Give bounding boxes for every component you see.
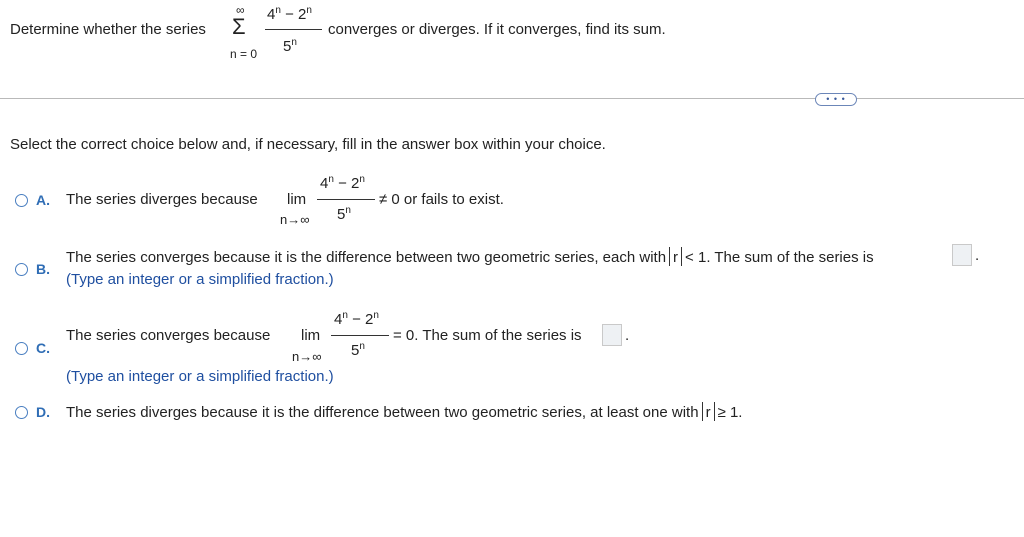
choice-d-r: r bbox=[705, 404, 711, 421]
abs-bar-right bbox=[714, 402, 715, 421]
choice-c-hint: (Type an integer or a simplified fraction.) bbox=[66, 368, 334, 385]
sigma-symbol: Σ bbox=[232, 14, 246, 39]
series-denominator: 5$^n$ bbox=[283, 37, 297, 55]
choice-d-letter: D. bbox=[36, 404, 50, 420]
choice-c-numerator: 4$^n$ − 2$^n$ bbox=[334, 310, 379, 328]
choice-d-text-2: ≥ 1. bbox=[717, 404, 743, 421]
choice-c-denominator: 5$^n$ bbox=[351, 341, 365, 359]
series-fraction-bar bbox=[265, 29, 322, 30]
choice-b-text-2: < 1. The sum of the series is bbox=[685, 249, 874, 266]
choice-a-letter: A. bbox=[36, 192, 50, 208]
choice-a-lim: lim bbox=[287, 191, 307, 208]
choice-b-text-1: The series converges because it is the difference between two geometric series, each with bbox=[66, 249, 667, 266]
question-suffix: converges or diverges. If it converges, find its sum. bbox=[328, 21, 666, 38]
choice-a-numerator: 4$^n$ − 2$^n$ bbox=[320, 174, 365, 192]
series-numerator: 4$^n$ − 2$^n$ bbox=[267, 5, 312, 23]
choice-a-after-text: ≠ 0 or fails to exist. bbox=[379, 191, 504, 208]
choice-c-lim: lim bbox=[301, 327, 321, 344]
section-divider bbox=[0, 98, 1024, 99]
choice-c-radio[interactable] bbox=[15, 342, 28, 355]
choice-b-radio[interactable] bbox=[15, 263, 28, 276]
instruction-text: Select the correct choice below and, if necessary, fill in the answer box within your choice. bbox=[10, 136, 606, 153]
choice-b-r: r bbox=[673, 249, 679, 266]
choice-c-lim-subscript: n→∞ bbox=[292, 349, 322, 364]
abs-bar-right bbox=[681, 247, 682, 266]
sigma-upper-limit: ∞ bbox=[236, 3, 245, 17]
choice-b-letter: B. bbox=[36, 261, 50, 277]
choice-d-radio[interactable] bbox=[15, 406, 28, 419]
choice-b-answer-box[interactable] bbox=[952, 244, 972, 266]
abs-bar-left bbox=[702, 402, 703, 421]
choice-b-period: . bbox=[975, 247, 980, 264]
choice-c-answer-box[interactable] bbox=[602, 324, 622, 346]
choice-c-fraction-bar bbox=[331, 335, 389, 336]
choice-c-letter: C. bbox=[36, 340, 50, 356]
choice-a-lim-subscript: n→∞ bbox=[280, 212, 310, 227]
choice-a-denominator: 5$^n$ bbox=[337, 205, 351, 223]
choice-b-hint: (Type an integer or a simplified fraction.) bbox=[66, 271, 334, 288]
choice-a-fraction-bar bbox=[317, 199, 375, 200]
more-options-button[interactable]: • • • bbox=[815, 93, 857, 106]
choice-d-text-1: The series diverges because it is the difference between two geometric series, at least one with bbox=[66, 404, 699, 421]
choice-c-text: The series converges because bbox=[66, 327, 271, 344]
abs-bar-left bbox=[669, 247, 670, 266]
sigma-lower-limit: n = 0 bbox=[230, 47, 258, 61]
choice-b-line bbox=[66, 247, 874, 266]
choice-a-radio[interactable] bbox=[15, 194, 28, 207]
choice-c-period: . bbox=[625, 327, 630, 344]
choice-a-text: The series diverges because bbox=[66, 191, 258, 208]
question-prefix: Determine whether the series bbox=[10, 21, 206, 38]
choice-c-text-2: = 0. The sum of the series is bbox=[393, 327, 582, 344]
choice-d-line bbox=[66, 402, 742, 421]
